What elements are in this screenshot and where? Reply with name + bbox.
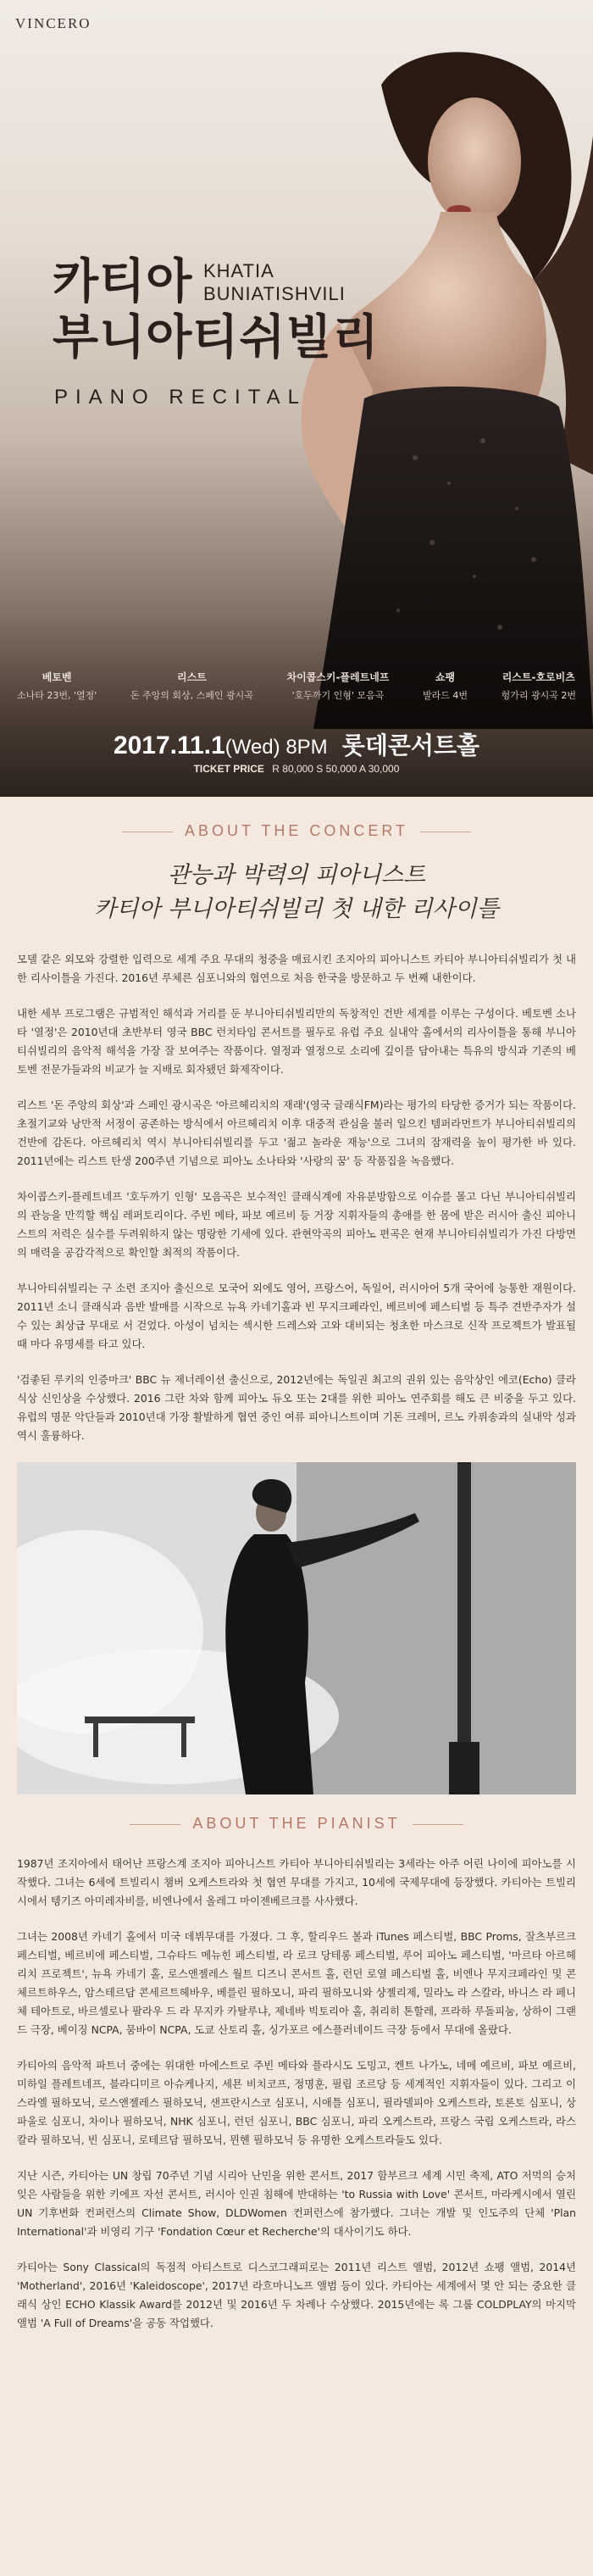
section-heading: [0, 797, 593, 840]
title-english-line1: KHATIA: [203, 260, 274, 281]
event-date-venue: [0, 727, 593, 761]
program-composer: 쇼팽: [435, 671, 456, 683]
program-composer: 리스트-호로비츠: [502, 671, 575, 683]
event-day: (Wed) 8PM: [224, 736, 328, 759]
title-english: [203, 259, 346, 305]
program-item: [130, 670, 253, 702]
ticket-price-label: TICKET PRICE: [193, 763, 264, 775]
section-heading-text: ABOUT THE CONCERT: [184, 822, 409, 839]
divider: [130, 1824, 180, 1825]
section-heading: [0, 1800, 593, 1833]
title-english-line2: BUNIATISHVILI: [203, 283, 346, 304]
station-photo-illustration: [17, 1462, 576, 1794]
ticket-price-values: R 80,000 S 50,000 A 30,000: [272, 763, 400, 775]
section-heading-text: ABOUT THE PIANIST: [192, 1815, 401, 1832]
divider: [413, 1824, 463, 1825]
program-composer: 차이콥스키-플레트네프: [286, 671, 390, 683]
paragraph: 차이콥스키-플레트네프 '호두까기 인형' 모음곡은 보수적인 클래식계에 자유분방함으로 이슈를 몰고 다닌 부니아티쉬빌리의 관능을 만끽할 핵심 레퍼토리이다. 주빈 메타, 파보 예르비 등 거장 지휘자들의 총애를 한 몸에 받은 러시아 출신 피아니스트의 저력은 실수를 두려워하지 않는 명랑한 기세에 있다. 관현악곡의 피아노 편곡은 현재 부니아티쉬빌리가 가진 다방면의 매력을 공감각적으로 확인할 최적의 작품이다.: [17, 1190, 576, 1259]
paragraph: 지난 시즌, 카티아는 UN 창립 70주년 기념 시리아 난민을 위한 콘서트, 2017 함부르크 세계 시민 축제, ATO 저먹의 승처 잊은 사람들을 위한 키에프 자선 콘서트, 러시아 인권 침해에 반대하는 'to Russia with Love' 콘서트, 마라케시에서 열린 UN 기후변화 컨퍼런스의 Climate Show, DLDWomen 컨퍼런스에 참가했다. 그녀는 개발 및 인도주의 단체 'Plan International'과 비영리 기구 'Fondation Cœur et Recherche'의 대사이기도 하다.: [17, 2169, 576, 2238]
program-composer: 리스트: [177, 671, 207, 683]
program-item: [502, 670, 576, 702]
event-date-value: 2017.11.1: [113, 732, 225, 759]
title-korean-line1: 카티아: [53, 254, 193, 309]
program-work: 소나타 23번, '열정': [17, 690, 97, 701]
pianist-body: [0, 1855, 593, 2333]
recital-subtitle: PIANO RECITAL: [54, 386, 307, 409]
brand-logo: VINCERO: [15, 15, 91, 31]
paragraph: 모델 같은 외모와 강렬한 입력으로 세계 주요 무대의 청중을 매료시킨 조지아의 피아니스트 카티아 부니아티쉬빌리가 첫 내한 리사이틀을 가진다. 2016년 루체른 심포니와의 협연으로 처음 한국을 방문하고 두 번째 내한이다.: [17, 953, 576, 984]
paragraph: 부니아티쉬빌리는 구 소련 조지아 출신으로 모국어 외에도 영어, 프랑스어, 독일어, 러시아어 5개 국어에 능통한 재원이다. 2011년 소니 클래식과 음반 발매를 시작으로 뉴욕 카네기홀과 빈 무지크페라인, 베르비에 페스티벌 등 특주 견반주자가 설 수 있는 최상급 무대로 서 걷었다. 아성이 넘치는 섹시한 드레스와 고와 대비되는 청초한 마스크로 신작 프로젝트가 발표될 때 마다 유명세를 타고 있다.: [17, 1282, 576, 1350]
program-list: [17, 670, 576, 702]
program-composer: 베토벤: [42, 671, 72, 683]
paragraph: '검좋된 루키의 인증마크' BBC 뉴 제너레이션 출신으로, 2012년에는 독일권 최고의 권위 있는 음악상인 에코(Echo) 클라식상 신인상을 수상했다. 2016 그란 차와 함께 피아노 듀오 또는 2대를 위한 피아노 연주회를 해도 큰 비중을 두고 있다. 유럽의 명문 악단들과 2010년대 가장 활발하게 협연 중인 여류 피아니스트이며 기돈 크레머, 르노 카퓌송과의 실내악 성과 역시 훌륭하다.: [17, 1373, 576, 1442]
program-work: 헝가리 광시곡 2번: [501, 690, 576, 701]
program-item: [17, 670, 97, 702]
program-work: 돈 주앙의 회상, 스페인 광시곡: [130, 690, 253, 701]
paragraph: 카티아는 Sony Classical의 독점적 아티스트로 디스코그래피로는 2011년 리스트 앨범, 2012년 쇼팽 앨범, 2014년 'Motherland', 2016년 'Kaleidoscope', 2017년 라흐마니노프 앨범 등이 있다. 카티아는 세계에서 몇 안 되는 중요한 클래식 상인 ECHO Klassik Award를 2012년 및 2016년 두 차례나 수상했다. 2015년에는 록 그룹 COLDPLAY의 마지막 앨범 'A Full of Dreams'을 공동 작업했다.: [17, 2261, 576, 2329]
paragraph: 리스트 '돈 주앙의 회상'과 스페인 광시곡은 '아르헤리치의 재래'(영국 글래식FM)라는 평가의 타당한 증거가 되는 작품이다. 초절기교와 낭만적 서정이 공존하는 방식에서 아르헤리치 이후 대중적 관심을 불러 일으킨 템퍼라먼트가 부니아티쉬빌리의 건반에 감돈다. 아르헤리치 역시 부니아티쉬빌리를 두고 '젊고 놀라운 재능'으로 그녀의 잠재력을 높이 평가한 바 있다. 2011년에는 리스트 탄생 200주년 기념으로 피아노 소나타와 '사랑의 꿈' 등 작품집을 녹음했다.: [17, 1099, 576, 1167]
program-item: [423, 670, 468, 702]
concert-lead: [0, 859, 593, 926]
pianist-portrait: [280, 34, 593, 729]
concert-lead-line1: 관능과 박력의 피아니스트: [167, 862, 426, 888]
concert-lead-line2: 카티아 부니아티쉬빌리 첫 내한 리사이틀: [94, 896, 499, 922]
paragraph: 카티아의 음악적 파트너 중에는 위대한 마에스트로 주빈 메타와 플라시도 도밍고, 켄트 나가노, 네메 예르비, 파보 예르비, 미하일 플레트네프, 블라디미르 아슈케나지, 세묜 비치코프, 정명훈, 필립 조르당 등 세계적인 지휘자들이 있다. 그리고 이스라엘 필하모닉, 로스앤젤레스 필하모닉, 샌프란시스코 심포니, 시애틀 심포니, 필라델피아 오케스트라, 토론토 심포니, 상파울로 심포니, 차이나 필하모닉, NHK 심포니, 런던 심포니, BBC 심포니, 파리 오케스트라, 프랑스 국립 오케스트라, 라스칼라 필하모닉, 빈 심포니, 로테르담 필하모닉, 뮌헨 필하모닉 등 유명한 오케스트라들도 있다.: [17, 2059, 576, 2146]
about-concert-section: [0, 797, 593, 1445]
title-korean-line2: 부니아티쉬빌리: [53, 310, 380, 365]
paragraph: 그녀는 2008년 카네기 홀에서 미국 데뷔무대를 가졌다. 그 후, 할리우드 볼과 iTunes 페스티벌, BBC Proms, 잘츠부르크 페스티벌, 베르비에 페스티벌, 그슈타드 메뉴힌 페스티벌, 라 로크 당테롱 페스티벌, 루어 피아노 페스티벌, '마르타 아르헤리치 프로젝트', 뉴욕 카네기 홀, 로스앤젤레스 월트 디즈니 콘서트 홀, 런던 로열 페스티벌 홀, 비엔나 무지크페라인 및 콘체르트하우스, 암스테르담 콘세르트헤바우, 베를린 필하모니, 파리 필하모니와 샹젤리제, 밀라노 라 스칼라, 바니스 라 페니체 테아트로, 바르셀로나 팔라우 드 라 무지카 카탈루냐, 제네바 빅토리아 홀, 취리히 톤할레, 프라하 루돌피눔, 상하이 그랜드 극장, 베이징 NCPA, 뭄바이 NCPA, 도쿄 산토리 홀, 싱가포르 에스플러네이드 극장 등에서 무대에 올랐다.: [17, 1930, 576, 2036]
program-work: '호두까기 인형' 모음곡: [291, 690, 385, 701]
about-pianist-section: [0, 1800, 593, 2333]
program-work: 발라드 4번: [422, 690, 468, 701]
program-item: [286, 670, 389, 702]
ticket-price: [0, 763, 593, 775]
pianist-photo: [17, 1462, 576, 1794]
paragraph: 1987년 조지아에서 태어난 프랑스계 조지아 피아니스트 카티아 부니아티쉬빌리는 3세라는 아주 어린 나이에 피아노를 시작했다. 그녀는 6세에 트빌리시 챔버 오케스트라와 첫 협연 무대를 가지고, 10세에 국제무대에 등장했다. 카티아는 트빌리시에서 텡기즈 아미레자비를, 비엔나에서 올레그 마이젠베르크를 사사했다.: [17, 1857, 576, 1907]
hero-poster: [0, 0, 593, 797]
event-date: [114, 732, 328, 759]
concert-body: [0, 950, 593, 1445]
event-venue: 롯데콘서트홀: [341, 732, 480, 759]
paragraph: 내한 세부 프로그램은 규범적인 해석과 거리를 둔 부니아티쉬빌리만의 독창적인 건반 세계를 이루는 구성이다. 베토벤 소나타 '열정'은 2010년대 초반부터 영국 BBC 런치타임 콘서트를 필두로 유럽 주요 실내악 홀에서의 리사이틀을 통해 부니아티쉬빌리의 음악적 해석을 가장 잘 보여주는 작품이다. 열정과 열정으로 소리에 깊이를 담아내는 특유의 방식과 기존의 베토벤 전문가들과의 비교가 늘 지배로 회자됐던 화제작이다.: [17, 1007, 576, 1076]
